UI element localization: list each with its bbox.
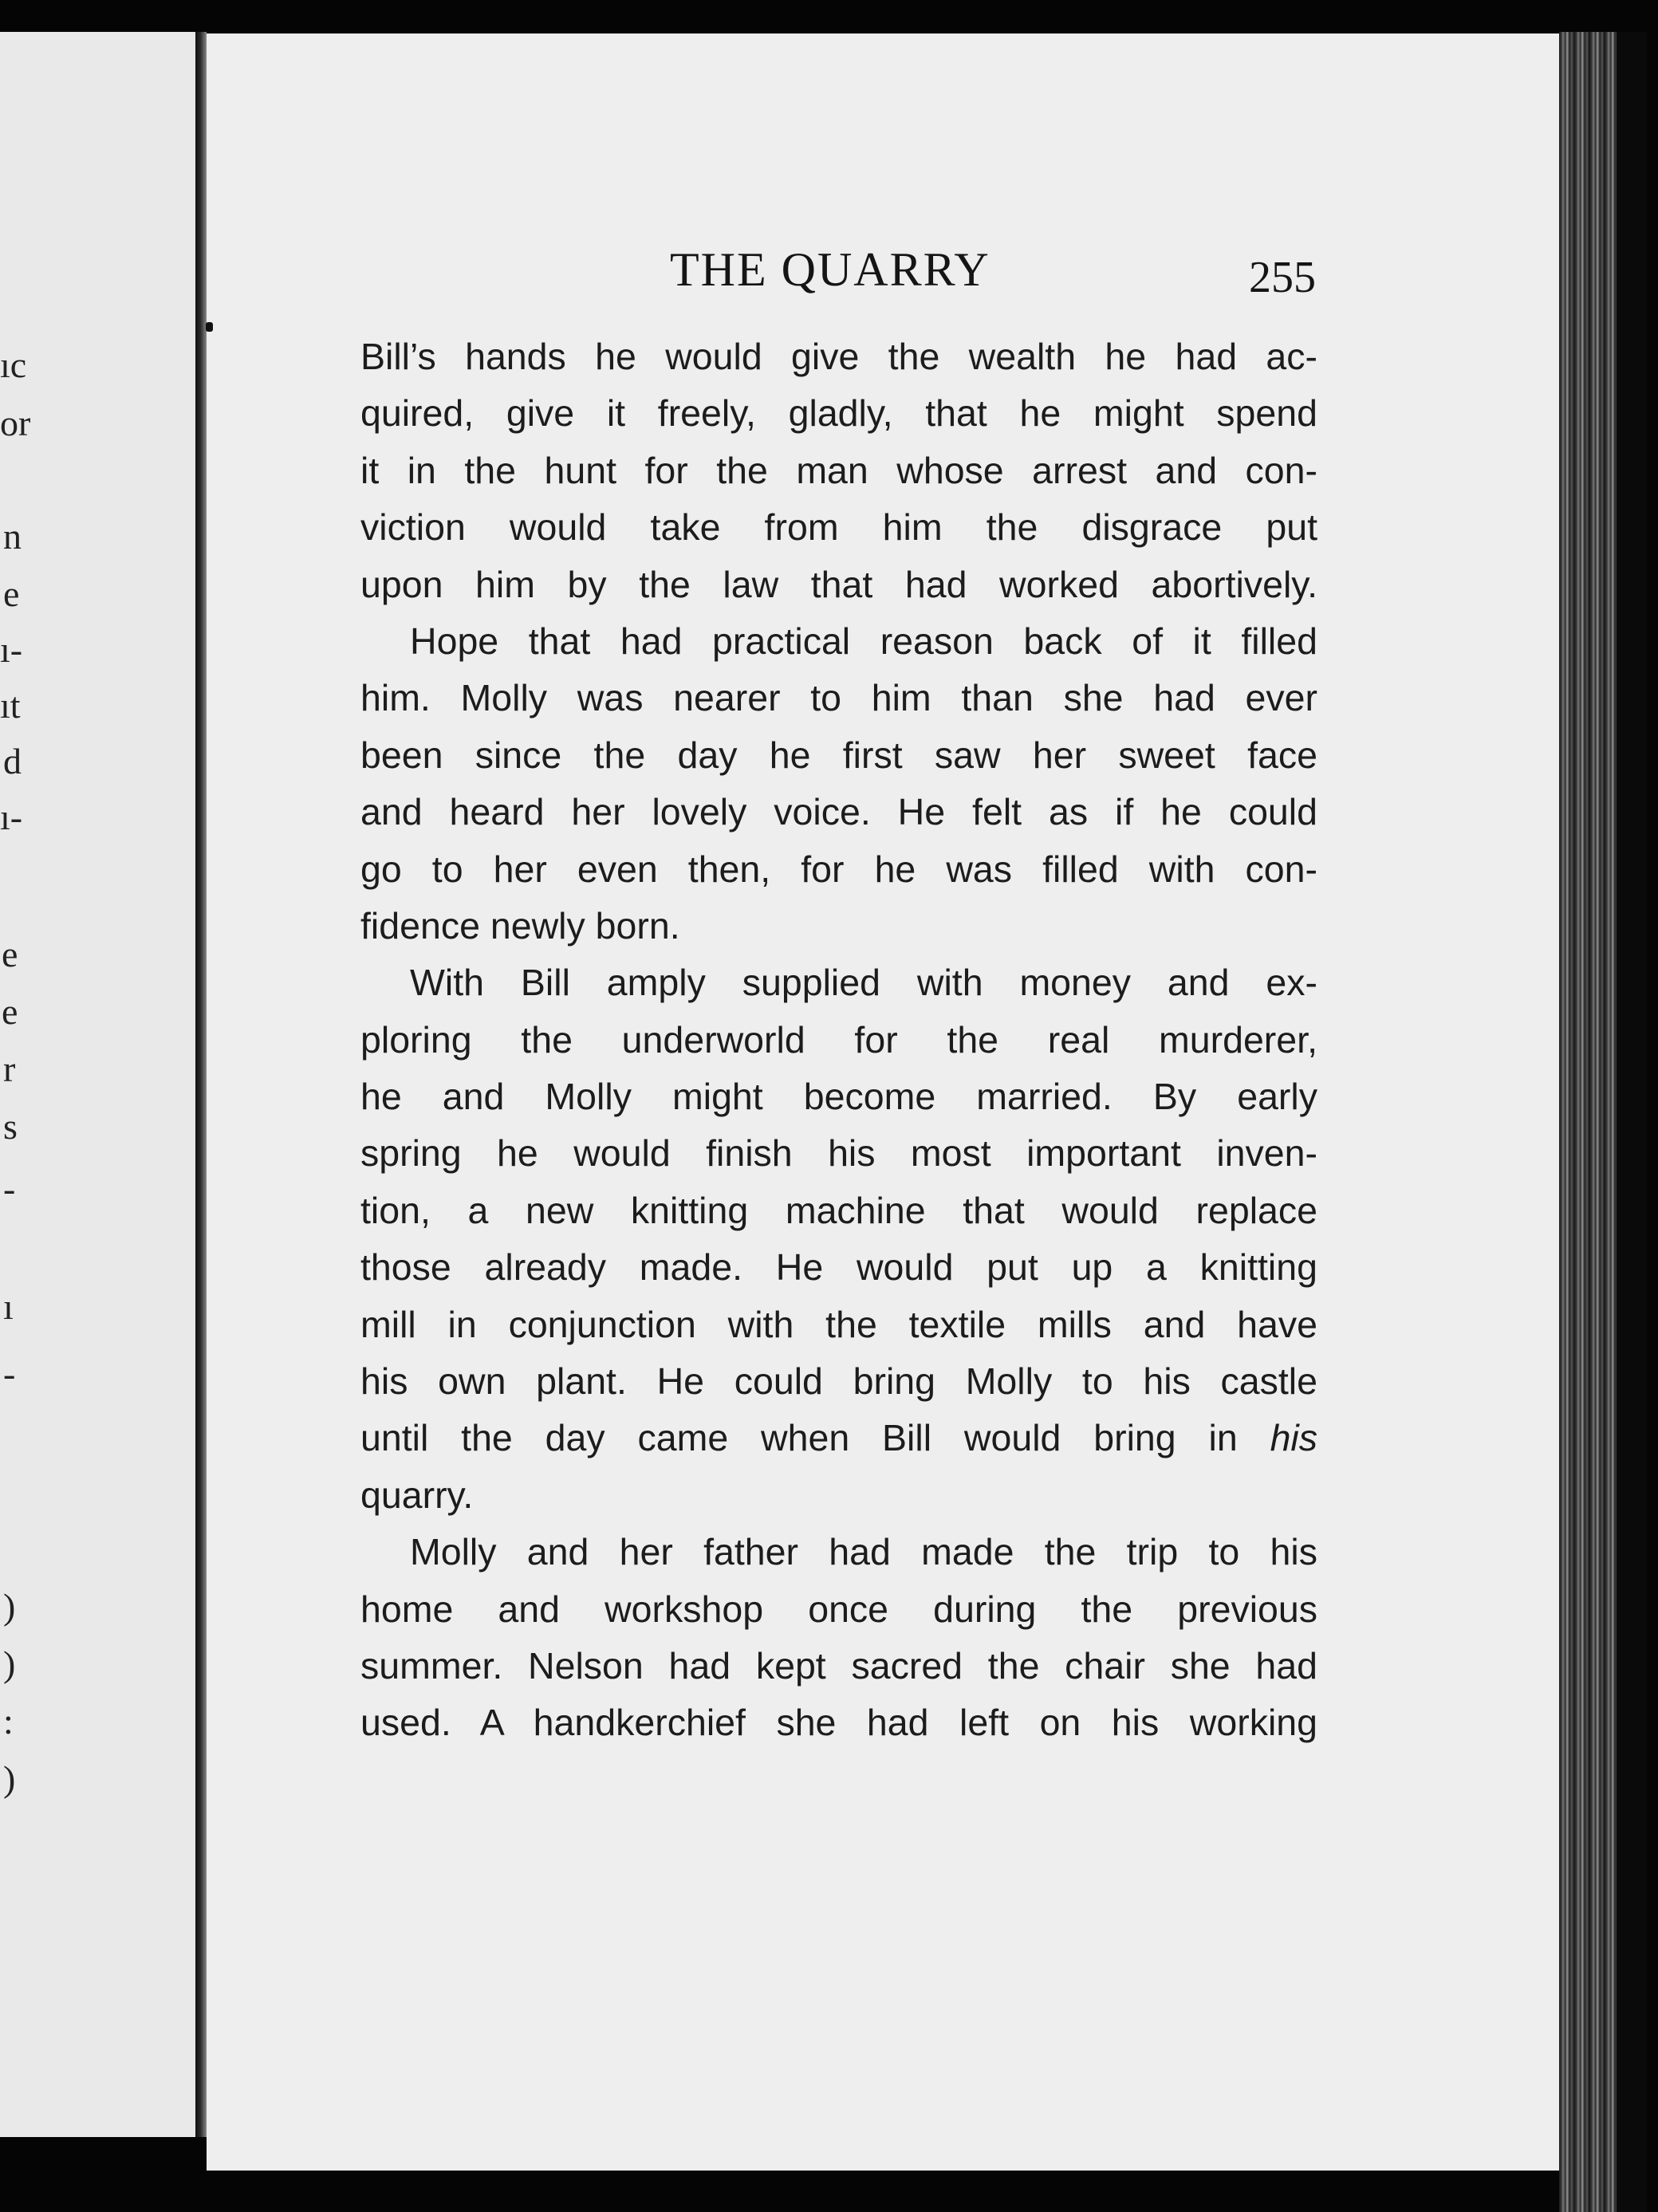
left-page-text-fragment: ıc (0, 344, 27, 385)
text-line: Bill’s hands he would give the wealth he had ac- (360, 336, 1317, 377)
left-page-text-fragment: or (0, 403, 31, 443)
paragraph (360, 1524, 1317, 1752)
text-line: used. A handkerchief she had left on his working (360, 1702, 1317, 1744)
text-line: tion, a new knitting machine that would replace (360, 1189, 1317, 1231)
page-edge-stack (1559, 32, 1647, 2212)
left-page-text-fragment: n (3, 516, 22, 557)
text-line-with-italic (360, 1410, 1317, 1466)
left-page-text-fragment: - (3, 1168, 16, 1209)
text-line-part: until the day came when Bill would bring in (360, 1417, 1238, 1459)
text-line: quired, give it freely, gladly, that he might spend (360, 392, 1317, 435)
text-line: ploring the underworld for the real murderer, (360, 1018, 1317, 1061)
text-line: mill in conjunction with the textile mills and have (360, 1303, 1317, 1345)
text-line: and heard her lovely voice. He felt as if he could (360, 791, 1317, 833)
paragraph (360, 329, 1317, 613)
text-line: Hope that had practical reason back of it filled (410, 620, 1317, 662)
running-head: THE QUARRY (670, 243, 990, 296)
paragraph (360, 954, 1317, 1524)
text-line: go to her even then, for he was filled with con- (360, 848, 1317, 890)
paragraph (360, 613, 1317, 954)
text-line: fidence newly born. (360, 904, 680, 947)
left-page-text-fragment: e (2, 934, 18, 974)
left-page-text-fragment: ıt (0, 685, 21, 726)
left-page-text-fragment: d (3, 741, 22, 781)
text-line: summer. Nelson had kept sacred the chair she had (360, 1644, 1317, 1687)
left-page-text-fragment: s (3, 1106, 18, 1147)
left-page-text-fragment: e (2, 991, 18, 1032)
left-page-text-fragment: ) (3, 1758, 16, 1799)
text-line: viction would take from him the disgrace put (360, 506, 1317, 549)
page-body-text (360, 329, 1317, 1752)
text-line: quarry. (360, 1474, 474, 1516)
text-line: he and Molly might become married. By early (360, 1076, 1317, 1118)
margin-ink-mark (206, 322, 213, 332)
book-gutter (195, 32, 207, 2137)
left-page-text-fragment: : (3, 1701, 14, 1742)
text-line: those already made. He would put up a knitting (360, 1246, 1317, 1289)
text-line: home and workshop once during the previous (360, 1588, 1317, 1630)
text-line: Molly and her father had made the trip to his (410, 1531, 1317, 1573)
left-page-text-fragment: e (3, 573, 20, 614)
text-line: him. Molly was nearer to him than she had ever (360, 677, 1317, 719)
text-line: been since the day he first saw her sweet face (360, 734, 1317, 776)
left-page-text-fragment: ı- (0, 629, 23, 670)
text-line: With Bill amply supplied with money and ex- (410, 962, 1317, 1004)
text-line: upon him by the law that had worked abortively. (360, 563, 1317, 605)
page-number: 255 (1249, 253, 1316, 302)
left-page-text-fragment: - (3, 1353, 16, 1394)
text-line: it in the hunt for the man whose arrest and con- (360, 449, 1317, 491)
italic-word: his (1270, 1417, 1318, 1459)
left-page-text-fragment: r (3, 1049, 16, 1089)
left-page-text-fragment: ) (3, 1586, 16, 1627)
text-line: his own plant. He could bring Molly to his castle (360, 1360, 1317, 1403)
text-line: spring he would finish his most important inven- (360, 1132, 1317, 1175)
left-page-fragment (0, 32, 195, 2137)
left-page-text-fragment: ) (3, 1643, 16, 1684)
left-page-text-fragment: ı- (0, 797, 23, 837)
left-page-text-fragment: ı (3, 1286, 14, 1327)
